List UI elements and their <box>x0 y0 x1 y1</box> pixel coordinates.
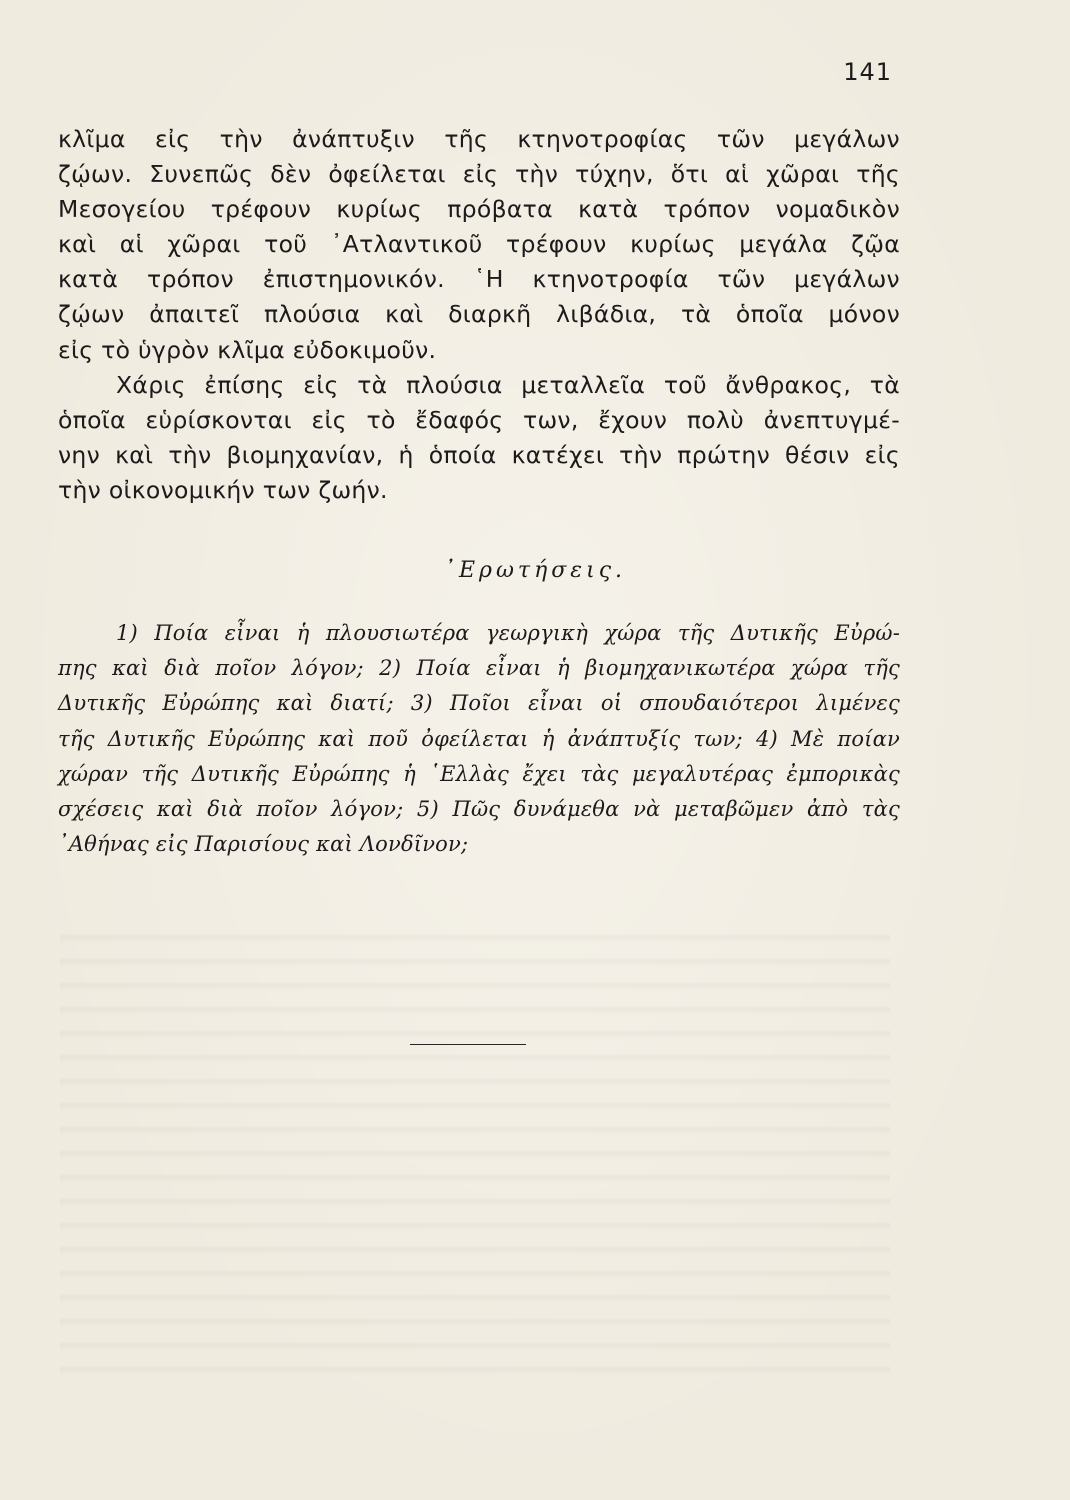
text-line: νην καὶ τὴν βιομηχανίαν, ἡ ὁποία κατέχει τὴν πρώτην θέσιν εἰς <box>58 440 900 469</box>
text-line: Μεσογείου τρέφουν κυρίως πρόβατα κατὰ τρόπον νομαδικὸν <box>58 195 900 224</box>
question-line: πης καὶ διὰ ποῖον λόγον; 2) Ποία εἶναι ἡ βιομηχανικωτέρα χώρα τῆς <box>58 656 900 681</box>
question-line: Δυτικῆς Εὐρώπης καὶ διατί; 3) Ποῖοι εἶναι οἱ σπουδαιότεροι λιμένες <box>58 691 900 716</box>
question-line: ᾿Αθήνας εἰς Παρισίους καὶ Λονδῖνον; <box>58 832 469 857</box>
show-through-texture <box>60 920 890 1380</box>
paragraph-2 <box>58 368 900 508</box>
text-line: ζῴων ἀπαιτεῖ πλούσια καὶ διαρκῆ λιβάδια, τὰ ὁποῖα μόνον <box>58 300 900 329</box>
page-number: 141 <box>843 58 892 86</box>
questions-block <box>58 616 900 862</box>
text-line: καὶ αἱ χῶραι τοῦ ᾿Ατλαντικοῦ τρέφουν κυρίως μεγάλα ζῷα <box>58 230 900 259</box>
text-line: ὁποῖα εὑρίσκονται εἰς τὸ ἔδαφός των, ἔχουν πολὺ ἀνεπτυγμέ- <box>58 405 900 434</box>
questions-heading: ᾿Ερωτήσεις. <box>443 558 627 583</box>
text-line: εἰς τὸ ὑγρὸν κλῖμα εὐδοκιμοῦν. <box>58 335 437 364</box>
paragraph-1 <box>58 122 900 368</box>
text-line: τὴν οἰκονομικήν των ζωήν. <box>58 475 388 504</box>
text-line: κλῖμα εἰς τὴν ἀνάπτυξιν τῆς κτηνοτροφίας τῶν μεγάλων <box>58 125 900 153</box>
body-text <box>58 122 900 508</box>
section-divider <box>410 1044 526 1045</box>
question-line: χώραν τῆς Δυτικῆς Εὐρώπης ἡ ῾Ελλὰς ἔχει τὰς μεγαλυτέρας ἐμπορικὰς <box>58 761 900 786</box>
text-line: κατὰ τρόπον ἐπιστημονικόν. ῾Η κτηνοτροφία τῶν μεγάλων <box>58 265 900 294</box>
question-line: 1) Ποία εἶναι ἡ πλουσιωτέρα γεωργικὴ χώρα τῆς Δυτικῆς Εὐρώ- <box>116 621 900 645</box>
text-line: Χάρις ἐπίσης εἰς τὰ πλούσια μεταλλεῖα τοῦ ἄνθρακος, τὰ <box>116 370 900 399</box>
text-line: ζῴων. Συνεπῶς δὲν ὀφείλεται εἰς τὴν τύχην, ὅτι αἱ χῶραι τῆς <box>58 160 900 189</box>
question-line: σχέσεις καὶ διὰ ποῖον λόγον; 5) Πῶς δυνάμεθα νὰ μεταβῶμεν ἀπὸ τὰς <box>58 796 900 821</box>
question-line: τῆς Δυτικῆς Εὐρώπης καὶ ποῦ ὀφείλεται ἡ ἀνάπτυξίς των; 4) Μὲ ποίαν <box>58 726 900 751</box>
